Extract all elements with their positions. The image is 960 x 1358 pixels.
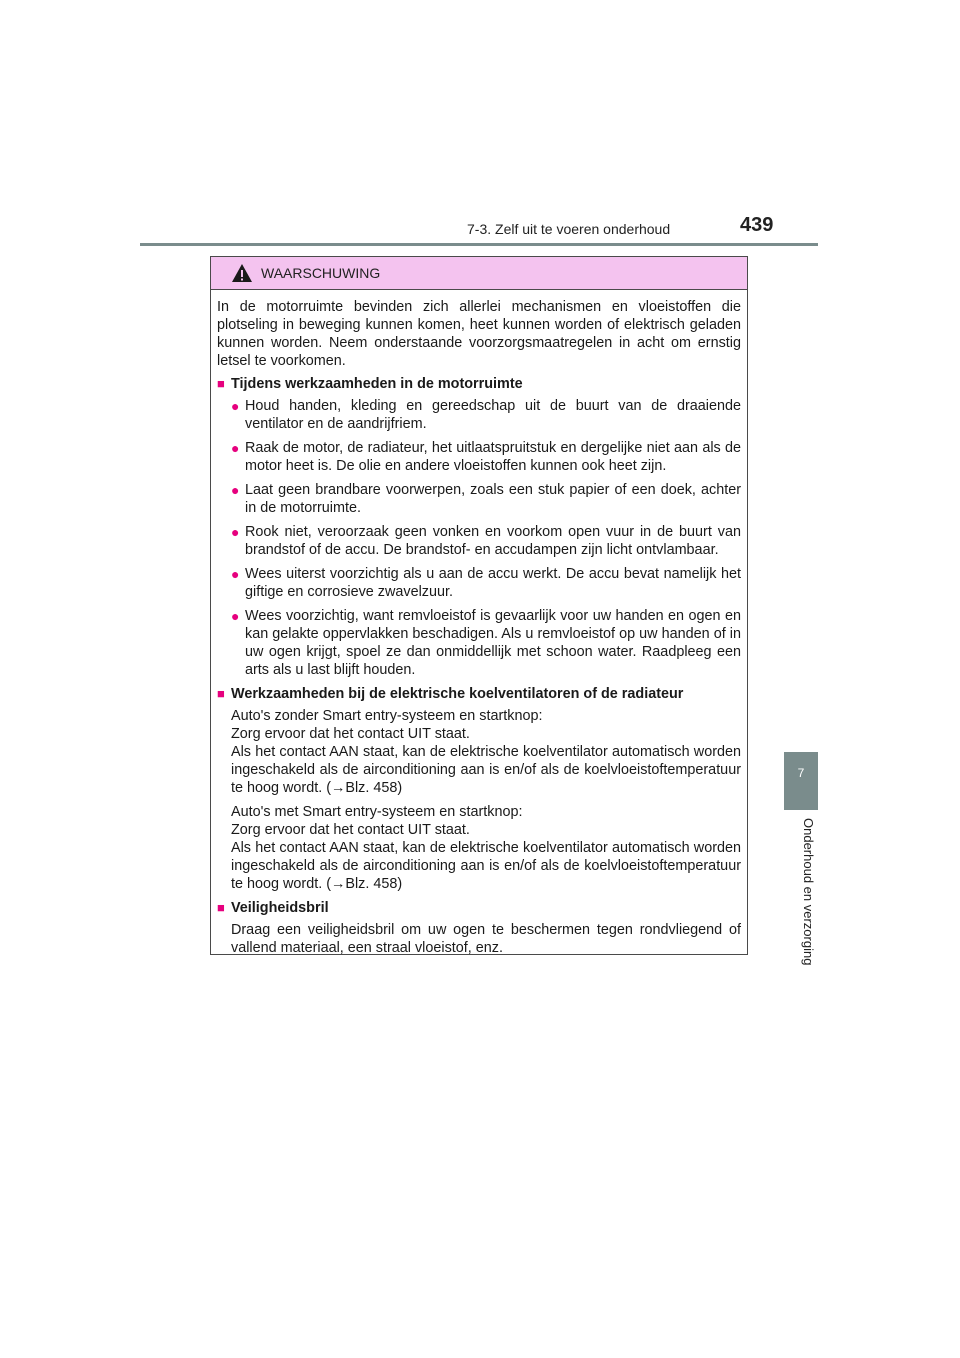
warning-triangle-icon (231, 263, 253, 283)
warning-intro: In de motorruimte bevinden zich allerlei mechanismen en vloeistoffen die plotseling in beweging kunnen komen, heet kunnen worden of elektrisch geladen kunnen worden. Neem onderstaande voorzorgsmaatregelen in acht om ernstig letsel te voorkomen. (217, 299, 741, 369)
warning-header (211, 257, 747, 290)
paragraph: Draag een veiligheidsbril om uw ogen te beschermen tegen rondvliegend of vallend materiaal, een straal vloeistof, enz. (231, 922, 741, 956)
chapter-tab: 7 (784, 752, 818, 810)
bullet-icon: ● (231, 524, 240, 540)
bullet-icon: ● (231, 482, 240, 498)
list-item: ● Wees uiterst voorzichtig als u aan de accu werkt. De accu bevat namelijk het giftige en corrosieve zwavelzuur. (231, 566, 741, 600)
square-bullet-icon: ■ (217, 686, 225, 701)
warning-box (210, 256, 748, 955)
bullet-icon: ● (231, 440, 240, 456)
chapter-label: Onderhoud en verzorging (801, 818, 816, 966)
square-bullet-icon: ■ (217, 900, 225, 915)
section-heading: ■ Werkzaamheden bij de elektrische koelventilatoren of de radiateur (217, 686, 684, 702)
warning-title: WAARSCHUWING (261, 265, 381, 281)
bullet-icon: ● (231, 398, 240, 414)
square-bullet-icon: ■ (217, 376, 225, 391)
warning-body (211, 290, 747, 957)
page-number: 439 (740, 214, 774, 236)
bullet-icon: ● (231, 608, 240, 624)
paragraph: Auto's met Smart entry-systeem en startknop: Zorg ervoor dat het contact UIT staat. Als het contact AAN staat, kan de elektrische koelventilator automatisch worden ingeschakeld als de airconditioning aan is en/of als de koelvloeistoftemperatuur te hoog wordt. (→Blz. 458) (231, 804, 741, 892)
list-item: ● Rook niet, veroorzaak geen vonken en voorkom open vuur in de buurt van brandstof of de accu. De brandstof- en accudampen zijn licht ontvlambaar. (231, 524, 741, 558)
section-title: 7-3. Zelf uit te voeren onderhoud (467, 221, 671, 237)
list-item: ● Raak de motor, de radiateur, het uitlaatspruitstuk en dergelijke niet aan als de motor heet is. De olie en andere vloeistoffen kunnen ook heet zijn. (231, 440, 741, 474)
section-heading: ■ Veiligheidsbril (217, 900, 329, 916)
list-item: ● Laat geen brandbare voorwerpen, zoals een stuk papier of een doek, achter in de motorruimte. (231, 482, 741, 516)
list-item: ● Wees voorzichtig, want remvloeistof is gevaarlijk voor uw handen en ogen en kan gelakte oppervlakken beschadigen. Als u remvloeistof op uw handen of in uw ogen krijgt, spoel ze dan onmiddellijk met schoon water. Raadpleeg een arts als u last blijft houden. (231, 608, 741, 678)
bullet-icon: ● (231, 566, 240, 582)
list-item: ● Houd handen, kleding en gereedschap uit de buurt van de draaiende ventilator en de aandrijfriem. (231, 398, 741, 432)
paragraph: Auto's zonder Smart entry-systeem en startknop: Zorg ervoor dat het contact UIT staat. Als het contact AAN staat, kan de elektrische koelventilator automatisch worden ingeschakeld als de airconditioning aan is en/of als de koelvloeistoftemperatuur te hoog wordt. (→Blz. 458) (231, 708, 741, 796)
header-rule (140, 243, 818, 246)
section-heading: ■ Tijdens werkzaamheden in de motorruimte (217, 376, 523, 392)
